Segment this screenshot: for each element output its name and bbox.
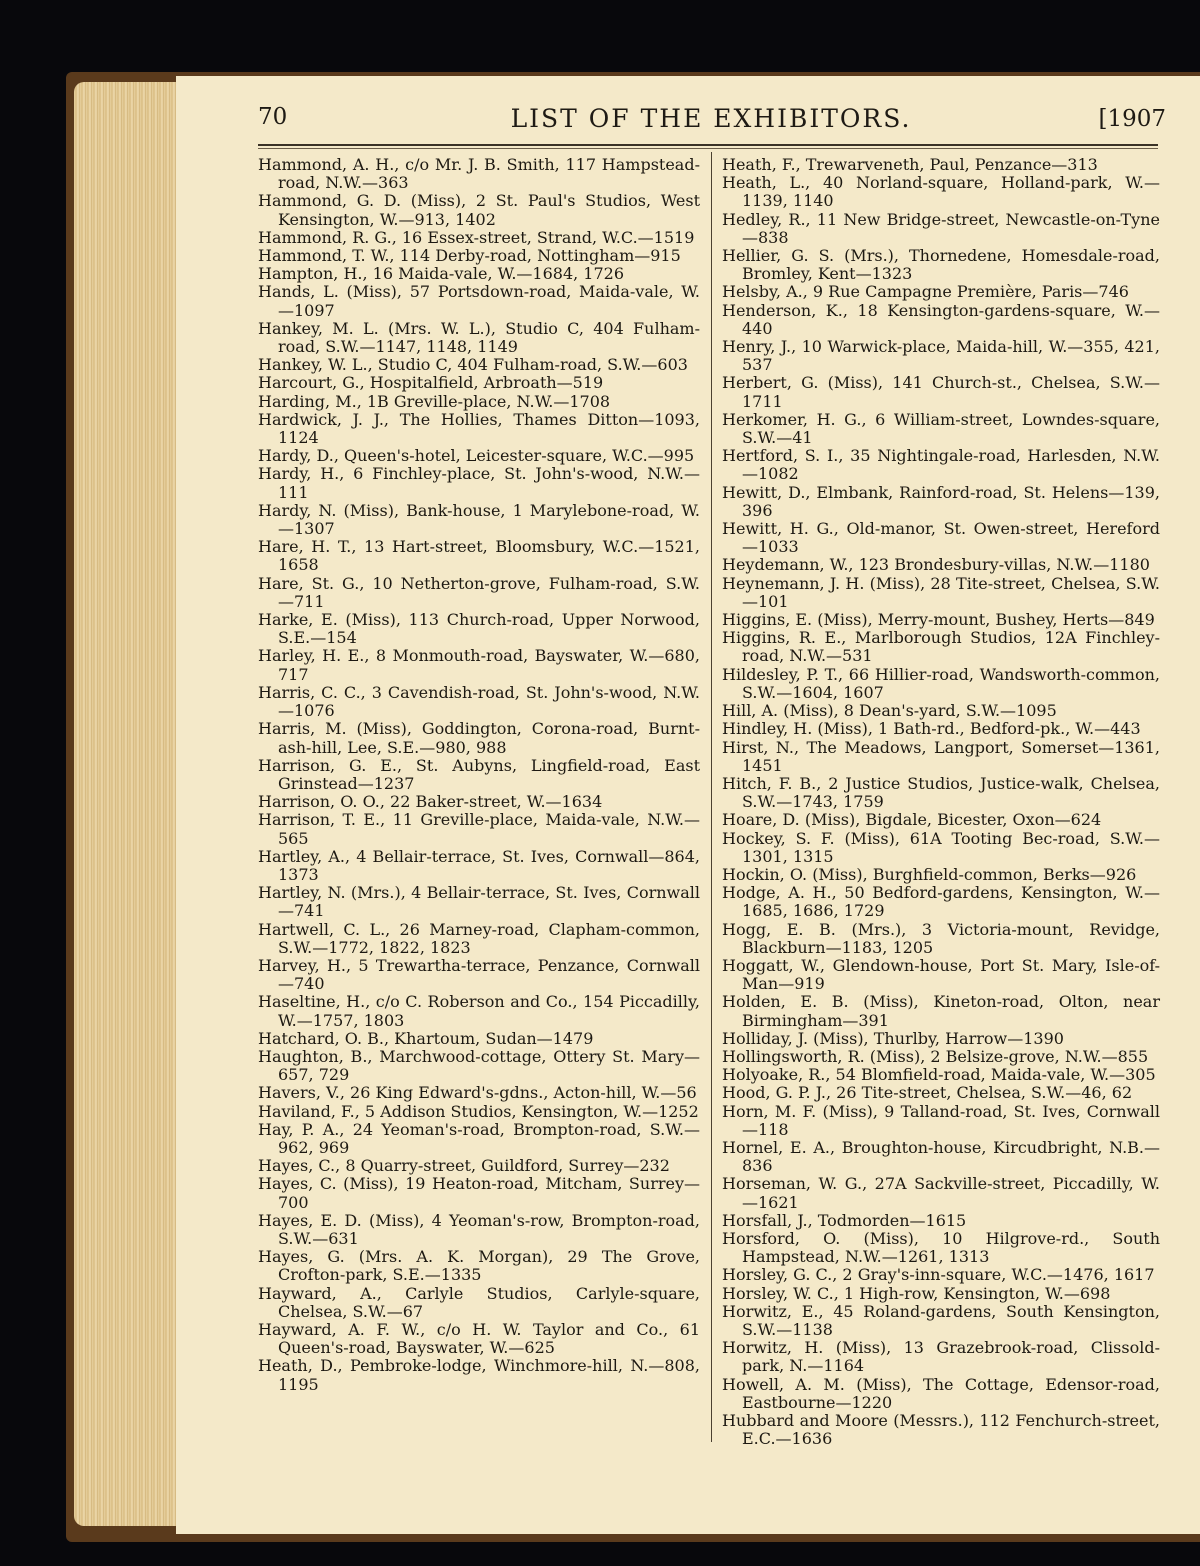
exhibitor-entry: Helsby, A., 9 Rue Campagne Première, Paris—746	[722, 282, 1129, 302]
exhibitor-entry: Hertford, S. I., 35 Nightingale-road, Harlesden, N.W. —1082	[722, 446, 1160, 484]
exhibitor-entry: Hindley, H. (Miss), 1 Bath-rd., Bedford-pk., W.—443	[722, 719, 1141, 739]
exhibitor-entry: Hare, H. T., 13 Hart-street, Bloomsbury, W.C.—1521, 1658	[258, 537, 700, 575]
exhibitor-entry: Hoggatt, W., Glendown-house, Port St. Mary, Isle-of-Man—919	[722, 955, 1160, 994]
exhibitor-entry: Hill, A. (Miss), 8 Dean's-yard, S.W.—1095	[722, 701, 1057, 721]
exhibitor-entry: Hardwick, J. J., The Hollies, Thames Ditton—1093, 1124	[258, 409, 700, 448]
exhibitor-entry: Haviland, F., 5 Addison Studios, Kensington, W.—1252	[258, 1101, 699, 1121]
exhibitor-entry: Heynemann, J. H. (Miss), 28 Tite-street, Chelsea, S.W. —101	[722, 573, 1160, 611]
exhibitor-entry: Hirst, N., The Meadows, Langport, Somerset—1361, 1451	[722, 737, 1160, 775]
header-rule-thin	[258, 148, 1158, 149]
exhibitor-entry: Hammond, G. D. (Miss), 2 St. Paul's Studios, West Kensington, W.—913, 1402	[258, 191, 700, 229]
exhibitor-entry: Horsfall, J., Todmorden—1615	[722, 1210, 967, 1230]
exhibitor-entry: Hammond, R. G., 16 Essex-street, Strand, W.C.—1519	[258, 227, 695, 247]
column-divider	[711, 152, 712, 1442]
exhibitor-entry: Hodge, A. H., 50 Bedford-gardens, Kensington, W.—1685, 1686, 1729	[722, 883, 1160, 921]
header-rule	[258, 144, 1158, 146]
exhibitor-entry: Hay, P. A., 24 Yeoman's-road, Brompton-road, S.W.—962, 969	[258, 1119, 700, 1157]
exhibitor-entry: Hands, L. (Miss), 57 Portsdown-road, Maida-vale, W. —1097	[258, 282, 700, 320]
exhibitor-entry: Harley, H. E., 8 Monmouth-road, Bayswater, W.—680, 717	[258, 646, 700, 684]
exhibitor-entry: Holliday, J. (Miss), Thurlby, Harrow—1390	[722, 1028, 1064, 1048]
exhibitor-entry: Hardy, H., 6 Finchley-place, St. John's-wood, N.W.—111	[258, 464, 700, 502]
exhibitor-entry: Hardy, N. (Miss), Bank-house, 1 Marylebone-road, W. —1307	[258, 500, 700, 539]
exhibitor-entry: Harcourt, G., Hospitalfield, Arbroath—519	[258, 373, 604, 393]
page-header	[258, 104, 1166, 144]
page-edges	[74, 82, 182, 1526]
exhibitor-entry: Hatchard, O. B., Khartoum, Sudan—1479	[258, 1028, 594, 1048]
exhibitor-entry: Harvey, H., 5 Trewartha-terrace, Penzance, Cornwall —740	[258, 955, 700, 994]
exhibitor-entry: Henry, J., 10 Warwick-place, Maida-hill, W.—355, 421, 537	[722, 337, 1160, 375]
exhibitor-entry: Horn, M. F. (Miss), 9 Talland-road, St. Ives, Cornwall—118	[722, 1101, 1160, 1139]
exhibitor-entry: Holyoake, R., 54 Blomfield-road, Maida-vale, W.—305	[722, 1065, 1156, 1085]
exhibitor-entry: Herbert, G. (Miss), 141 Church-st., Chelsea, S.W.—1711	[722, 373, 1160, 411]
exhibitor-entry: Hellier, G. S. (Mrs.), Thornedene, Homesdale-road, Bromley, Kent—1323	[722, 246, 1160, 284]
exhibitor-entry: Hampton, H., 16 Maida-vale, W.—1684, 1726	[258, 264, 625, 284]
exhibitor-entry: Hildesley, P. T., 66 Hillier-road, Wandsworth-common, S.W.—1604, 1607	[722, 664, 1160, 702]
exhibitor-entry: Hockey, S. F. (Miss), 61A Tooting Bec-road, S.W.—1301, 1315	[722, 828, 1160, 866]
exhibitor-entry: Harrison, G. E., St. Aubyns, Lingfield-road, East Grinstead—1237	[258, 755, 700, 793]
exhibitor-entry: Horseman, W. G., 27A Sackville-street, Piccadilly, W.—1621	[722, 1174, 1160, 1212]
exhibitor-entry: Hockin, O. (Miss), Burghfield-common, Berks—926	[722, 864, 1137, 884]
exhibitor-entry: Heath, F., Trewarveneth, Paul, Penzance—313	[722, 155, 1098, 174]
exhibitor-entry: Hayes, E. D. (Miss), 4 Yeoman's-row, Brompton-road, S.W.—631	[258, 1210, 700, 1248]
exhibitor-entry: Horwitz, E., 45 Roland-gardens, South Kensington, S.W.—1138	[722, 1301, 1160, 1339]
exhibitor-entry: Howell, A. M. (Miss), The Cottage, Edensor-road, Eastbourne—1220	[722, 1374, 1160, 1412]
exhibitor-entry: Harrison, O. O., 22 Baker-street, W.—1634	[258, 792, 603, 812]
exhibitor-entry: Hitch, F. B., 2 Justice Studios, Justice-walk, Chelsea, S.W.—1743, 1759	[722, 773, 1160, 812]
exhibitor-entry: Horsford, O. (Miss), 10 Hilgrove-rd., South Hampstead, N.W.—1261, 1313	[722, 1228, 1160, 1267]
exhibitor-entry: Hankey, W. L., Studio C, 404 Fulham-road, S.W.—603	[258, 355, 688, 375]
exhibitor-entry: Hedley, R., 11 New Bridge-street, Newcastle-on-Tyne —838	[722, 209, 1160, 247]
exhibitor-entry: Hayes, G. (Mrs. A. K. Morgan), 29 The Grove, Crofton-park, S.E.—1335	[258, 1247, 700, 1285]
right-column	[722, 156, 1160, 1448]
exhibitor-entry: Horsley, G. C., 2 Gray's-inn-square, W.C.—1476, 1617	[722, 1265, 1155, 1285]
exhibitor-entry: Herkomer, H. G., 6 William-street, Lowndes-square, S.W.—41	[722, 409, 1160, 448]
exhibitor-entry: Harris, C. C., 3 Cavendish-road, St. John's-wood, N.W. —1076	[258, 682, 700, 721]
exhibitor-entry: Hubbard and Moore (Messrs.), 112 Fenchurch-street, E.C.—1636	[722, 1411, 1160, 1449]
exhibitor-entry: Heydemann, W., 123 Brondesbury-villas, N.W.—1180	[722, 555, 1150, 575]
exhibitor-entry: Hartley, N. (Mrs.), 4 Bellair-terrace, St. Ives, Cornwall—741	[258, 883, 700, 921]
exhibitor-entry: Hartwell, C. L., 26 Marney-road, Clapham-common, S.W.—1772, 1822, 1823	[258, 919, 700, 957]
exhibitor-entry: Harrison, T. E., 11 Greville-place, Maida-vale, N.W.—565	[258, 810, 700, 848]
exhibitor-entry: Hare, St. G., 10 Netherton-grove, Fulham-road, S.W. —711	[258, 573, 700, 611]
exhibitor-entry: Hardy, D., Queen's-hotel, Leicester-square, W.C.—995	[258, 446, 695, 466]
exhibitor-entry: Haughton, B., Marchwood-cottage, Ottery St. Mary—657, 729	[258, 1046, 700, 1085]
exhibitor-entry: Hartley, A., 4 Bellair-terrace, St. Ives, Cornwall—864, 1373	[258, 846, 700, 884]
exhibitor-entry: Hayes, C., 8 Quarry-street, Guildford, Surrey—232	[258, 1156, 670, 1176]
exhibitor-entry: Haseltine, H., c/o C. Roberson and Co., 154 Piccadilly, W.—1757, 1803	[258, 992, 700, 1030]
exhibitor-entry: Havers, V., 26 King Edward's-gdns., Acton-hill, W.—56	[258, 1083, 697, 1103]
exhibitor-entry: Hollingsworth, R. (Miss), 2 Belsize-grove, N.W.—855	[722, 1046, 1149, 1066]
exhibitor-entry: Higgins, E. (Miss), Merry-mount, Bushey, Herts—849	[722, 610, 1155, 630]
exhibitor-entry: Hayward, A., Carlyle Studios, Carlyle-square, Chelsea, S.W.—67	[258, 1283, 700, 1321]
exhibitor-entry: Horwitz, H. (Miss), 13 Grazebrook-road, Clissold-park, N.—1164	[722, 1338, 1160, 1376]
exhibitor-entry: Hankey, M. L. (Mrs. W. L.), Studio C, 404 Fulham-road, S.W.—1147, 1148, 1149	[258, 318, 700, 357]
exhibitor-entry: Harding, M., 1B Greville-place, N.W.—1708	[258, 391, 611, 411]
exhibitor-entry: Harris, M. (Miss), Goddington, Corona-road, Burnt-ash-hill, Lee, S.E.—980, 988	[258, 719, 700, 757]
left-column	[258, 156, 700, 1394]
exhibitor-entry: Henderson, K., 18 Kensington-gardens-square, W.—440	[722, 300, 1160, 338]
exhibitor-entry: Holden, E. B. (Miss), Kineton-road, Olton, near Birmingham—391	[722, 992, 1160, 1030]
exhibitor-entry: Hewitt, D., Elmbank, Rainford-road, St. Helens—139, 396	[722, 482, 1160, 520]
page-number: 70	[258, 104, 288, 130]
exhibitor-entry: Harke, E. (Miss), 113 Church-road, Upper Norwood, S.E.—154	[258, 610, 700, 648]
exhibitor-entry: Horsley, W. C., 1 High-row, Kensington, W.—698	[722, 1283, 1111, 1303]
exhibitor-entry: Hayward, A. F. W., c/o H. W. Taylor and Co., 61 Queen's-road, Bayswater, W.—625	[258, 1320, 700, 1358]
exhibitor-entry: Hammond, A. H., c/o Mr. J. B. Smith, 117 Hampstead-road, N.W.—363	[258, 155, 700, 193]
exhibitor-entry: Hewitt, H. G., Old-manor, St. Owen-street, Hereford—1033	[722, 519, 1160, 557]
exhibitor-entry: Hayes, C. (Miss), 19 Heaton-road, Mitcham, Surrey—700	[258, 1174, 700, 1212]
exhibitor-entry: Hood, G. P. J., 26 Tite-street, Chelsea, S.W.—46, 62	[722, 1083, 1133, 1103]
exhibitor-entry: Hogg, E. B. (Mrs.), 3 Victoria-mount, Revidge, Blackburn—1183, 1205	[722, 919, 1160, 957]
page-title: LIST OF THE EXHIBITORS.	[510, 104, 912, 133]
exhibitor-entry: Hornel, E. A., Broughton-house, Kircudbright, N.B.—836	[722, 1137, 1160, 1176]
exhibitor-entry: Heath, L., 40 Norland-square, Holland-park, W.—1139, 1140	[722, 173, 1160, 211]
exhibitor-entry: Higgins, R. E., Marlborough Studios, 12A Finchley-road, N.W.—531	[722, 628, 1160, 666]
year-label: [1907	[1098, 106, 1166, 132]
exhibitor-entry: Hammond, T. W., 114 Derby-road, Nottingham—915	[258, 246, 681, 266]
exhibitor-entry: Heath, D., Pembroke-lodge, Winchmore-hill, N.—808, 1195	[258, 1356, 700, 1394]
exhibitor-entry: Hoare, D. (Miss), Bigdale, Bicester, Oxon—624	[722, 810, 1102, 830]
